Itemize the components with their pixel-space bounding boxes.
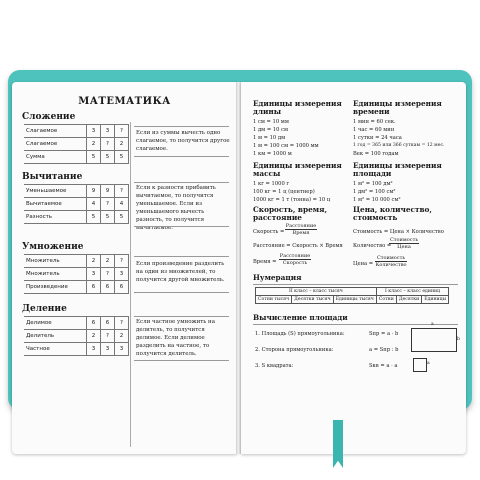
section-heading: Деление — [22, 304, 67, 314]
note-line — [134, 316, 229, 317]
distance-formula: Расстояние = Скорость × Время — [253, 243, 343, 249]
class-units: I класс – класс единиц — [376, 288, 448, 296]
length-line: 1 дм = 10 см — [253, 127, 289, 133]
mass-units-heading: Единицы измерения массы — [253, 161, 342, 178]
area-formula: Sпр = a · b — [369, 331, 399, 337]
side-b-label: b — [457, 337, 460, 342]
time-line: 1 сутки = 24 часа — [353, 135, 402, 141]
length-line: 1 см = 10 мм — [253, 119, 289, 125]
mass-line: 100 кг = 1 ц (центнер) — [253, 189, 315, 195]
length-line: 1 км = 1000 м — [253, 151, 292, 157]
divider — [253, 284, 458, 285]
area-line: 1 м² = 100 дм² — [353, 181, 393, 187]
area-item: 3. S квадрата: — [255, 363, 294, 369]
area-line: 1 дм² = 100 см² — [353, 189, 396, 195]
note-line — [134, 360, 229, 361]
divider — [130, 122, 131, 447]
time-line: Век = 100 годам — [353, 151, 399, 157]
note-line — [134, 292, 229, 293]
mass-line: 1000 кг = 1 т (тонна) = 10 ц — [253, 197, 331, 203]
rule-note: Если к разности прибавить вычитаемое, то получится уменьшаемое. Если из уменьшаемого вычесть разность, то получится вычитаемое. — [136, 185, 216, 231]
note-line — [134, 256, 229, 257]
time-units-heading: Единицы измерения времени — [353, 99, 442, 116]
length-units-heading: Единицы измерения длины — [253, 99, 342, 116]
price-eq-label: Цена = — [353, 261, 374, 267]
area-item: 2. Сторона прямоугольника: — [255, 347, 334, 353]
operation-table: Множитель 2 2 ? Множитель 3 ? 3 Произведение 6 6 6 — [24, 254, 129, 294]
section-heading: Вычитание — [22, 172, 83, 182]
cost-formula: Стоимость = Цена × Количество — [353, 229, 444, 235]
operation-table: Делимое 6 6 ? Делитель 2 ? 2 Частное 3 3 3 — [24, 316, 129, 356]
length-line: 1 м = 10 дм — [253, 135, 286, 141]
section-heading: Сложение — [22, 112, 76, 122]
note-line — [134, 156, 229, 157]
area-calc-heading: Вычисление площади — [253, 313, 348, 322]
rule-note: Если частное умножить на делитель, то получится делимое. Если делимое разделить на частное, то получится делитель. — [136, 319, 215, 357]
left-page — [12, 82, 237, 454]
side-a-label: a — [431, 322, 434, 327]
operation-table: Уменьшаемое 9 9 ? Вычитаемое 4 ? 4 Разность 5 5 5 — [24, 184, 129, 224]
operation-table: Слагаемое 3 3 ? Слагаемое 2 ? 2 Сумма 5 5 5 — [24, 124, 129, 164]
time-line: 1 год = 365 или 366 суткам = 12 мес. — [353, 143, 445, 148]
divider — [253, 324, 458, 325]
section-heading: Умножение — [22, 242, 84, 252]
rule-note: Если из суммы вычесть одно слагаемое, то получится другое слагаемое. — [136, 130, 230, 152]
time-eq-label: Время = — [253, 259, 277, 265]
rule-note: Если произведение разделить на один из множителей, то получится другой множитель. — [136, 261, 225, 283]
note-line — [134, 226, 229, 227]
side-a-label: a — [427, 361, 430, 366]
speed-heading: Скорость, время, расстояние — [253, 205, 327, 222]
numbering-table: II класс – класс тысяч I класс – класс единиц Сотни тысяч Десятки тысяч Единицы тысяч Сотни Десятки Единицы — [255, 287, 449, 304]
numbering-heading: Нумерация — [253, 273, 302, 282]
speed-fraction: Расстояние Время — [285, 223, 317, 236]
length-line: 1 м = 100 см = 1000 мм — [253, 143, 319, 149]
class-thousands: II класс – класс тысяч — [256, 288, 377, 296]
price-fraction: Стоимость Количество — [375, 255, 407, 268]
right-page — [241, 82, 466, 454]
mass-line: 1 кг = 1000 г — [253, 181, 290, 187]
area-formula: a = Sпр : b — [369, 347, 399, 353]
qty-eq-label: Количество = — [353, 243, 392, 249]
time-line: 1 мин = 60 сек. — [353, 119, 396, 125]
qty-fraction: Стоимость Цена — [389, 237, 419, 250]
note-line — [134, 126, 229, 127]
time-line: 1 час = 60 мин — [353, 127, 395, 133]
rectangle-diagram — [411, 328, 457, 352]
time-fraction: Расстояние Скорость — [279, 253, 311, 266]
area-line: 1 м² = 10 000 см² — [353, 197, 401, 203]
speed-eq-label: Скорость = — [253, 229, 285, 235]
area-item: 1. Площадь (S) прямоугольника: — [255, 331, 345, 337]
price-heading: Цена, количество, стоимость — [353, 205, 432, 222]
note-line — [134, 182, 229, 183]
bookmark-ribbon — [333, 420, 343, 468]
area-formula: Sкв = a · a — [369, 363, 398, 369]
page-title: МАТЕМАТИКА — [78, 96, 171, 107]
area-units-heading: Единицы измерения площади — [353, 161, 442, 178]
square-diagram — [413, 358, 427, 372]
